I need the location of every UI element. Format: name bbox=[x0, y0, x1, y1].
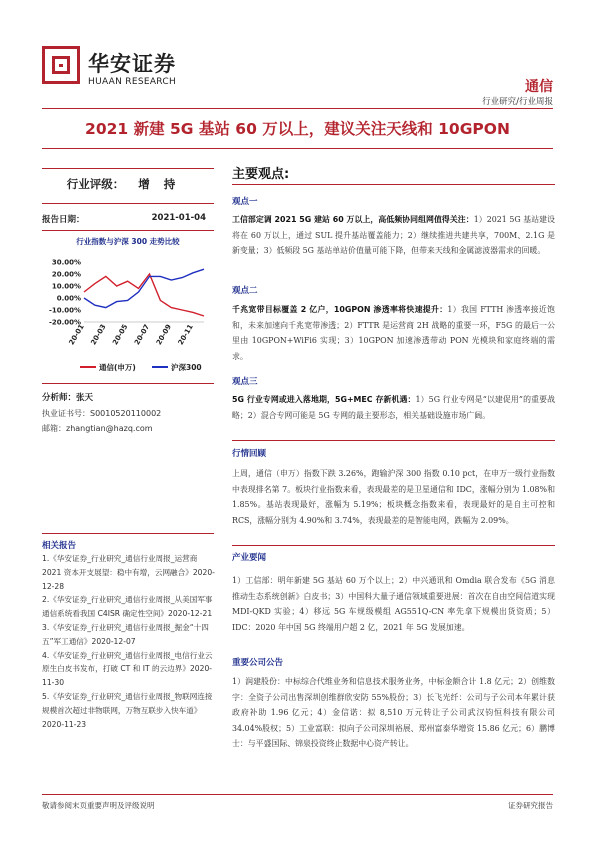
related-report-link[interactable]: 4.《华安证券_行业研究_通信行业周报_电信行业云原生白皮书发布，打破 CT 和 IT 的云边界》2020-11-30 bbox=[42, 650, 213, 688]
section-label: 产业要闻 bbox=[232, 553, 267, 563]
section-body: 1）2021 5G 基站建设将在 60 万以上，通过 SUL 提升基站覆盖能力；2）继续推进共建共享，700M、2.1G 是新变量；3）低频段 5G 基站单站价值量可能下降，但带来天线和金属滤波器需求的回暖。 bbox=[232, 215, 555, 256]
x-tick-label: 20-03 bbox=[89, 323, 108, 347]
rating-label: 行业评级： bbox=[66, 177, 125, 191]
rating-value: 增持 bbox=[138, 177, 190, 191]
logo-text: 华安证券 bbox=[88, 51, 176, 76]
section-lead: 工信部定调 2021 5G 建站 60 万以上，高低频协同组网值得关注： bbox=[232, 215, 474, 224]
report-title: 2021 新建 5G 基站 60 万以上，建议关注天线和 10GPON bbox=[85, 120, 510, 138]
section-paragraph bbox=[232, 302, 555, 364]
footer-divider bbox=[42, 794, 553, 795]
logo-bar bbox=[67, 56, 70, 74]
x-tick-label: 20-05 bbox=[111, 323, 130, 347]
sidebar-divider bbox=[42, 168, 214, 169]
company-logo bbox=[42, 46, 80, 84]
x-tick-label: 20-09 bbox=[154, 323, 174, 347]
report-type: 行业研究/行业周报 bbox=[482, 97, 553, 107]
report-category: 证券研究报告 bbox=[508, 801, 553, 810]
index-comparison-chart bbox=[42, 250, 214, 376]
report-date bbox=[42, 213, 214, 225]
analyst-name: 分析师：张天 bbox=[42, 393, 94, 403]
chart-title: 行业指数与沪深 300 走势比较 bbox=[76, 237, 180, 246]
y-tick-label: -10.00% bbox=[48, 306, 81, 315]
legend-label: 通信(申万) bbox=[99, 363, 136, 372]
related-reports-list bbox=[42, 552, 218, 731]
section-lead: 千兆宽带目标覆盖 2 亿户，10GPON 渗透率将快速提升： bbox=[232, 305, 448, 314]
section-lead: 5G 行业专网或进入落地期，5G+MEC 存新机遇： bbox=[232, 395, 416, 404]
main-heading: 主要观点: bbox=[232, 167, 290, 182]
main-divider bbox=[232, 545, 555, 546]
date-value: 2021-01-04 bbox=[151, 213, 206, 223]
legend-label: 沪深300 bbox=[171, 363, 202, 372]
x-tick-label: 20-01 bbox=[67, 323, 86, 347]
main-divider bbox=[232, 440, 555, 441]
section-body: 1）5G 行业专网是“以建促用”的重要战略；2）混合专网可能是 5G 专网的最主要形态，相关基础设施市场广阔。 bbox=[232, 395, 556, 420]
x-tick-label: 20-07 bbox=[133, 323, 152, 347]
section-paragraph: 上周，通信（申万）指数下跌 3.26%，跑输沪深 300 指数 0.10 pct，在申万一级行业指数中表现排名第 7。板块行业指数来看，表现最差的是卫星通信和 IDC，涨幅分别为 1.08%和 1.85%。基站表现最好，涨幅为 5.19%；板块概念指数来看，表现最好的是自主可控和 RCS，涨幅分别为 4.90%和 3.74%，表现最差的是智能电网，跌幅为 2.09%。 bbox=[232, 469, 555, 525]
y-tick-label: 0.00% bbox=[56, 294, 81, 303]
section-paragraph: 1）工信部：明年新建 5G 基站 60 万个以上；2）中兴通讯和 Omdia 联合发布《5G 消息推动生态系统创新》白皮书；3）中国科大量子通信领域重要进展：首次在自由空间信道实现 MDI-QKD 实验；4）移远 5G 车规级模组 AG551Q-CN 率先拿下规模出货资质；5）IDC：2020 年中国 5G 终端用户超 2 亿，2021 年 5G 发展加速。 bbox=[232, 576, 555, 632]
related-report-link[interactable]: 1.《华安证券_行业研究_通信行业周报_运营商 2021 资本开支展望：稳中有增，云网融合》2020-12-28 bbox=[42, 554, 215, 591]
disclaimer-note: 敬请参阅末页重要声明及评级说明 bbox=[42, 801, 155, 810]
related-report-link[interactable]: 3.《华安证券_行业研究_通信行业周报_掘金“十四五”军工通信》2020-12-07 bbox=[42, 622, 209, 646]
section-paragraph bbox=[232, 392, 555, 423]
logo-bar bbox=[52, 56, 55, 74]
logo-subtext: HUAAN RESEARCH bbox=[88, 77, 177, 87]
header-divider bbox=[42, 108, 553, 109]
analyst-email: 邮箱：zhangtian@hazq.com bbox=[42, 424, 153, 433]
logo-bar bbox=[59, 64, 63, 67]
series-line bbox=[84, 269, 204, 307]
related-reports-title: 相关报告 bbox=[42, 541, 77, 551]
section-paragraph: 1）润建股份：中标综合代维业务和信息技术服务业务，中标金额合计 1.8 亿元；2）创维数字：全资子公司出售深圳创维群欣安防 55%股份；3）长飞光纤：公司与子公司本年累计获政府补助 1.96 亿元；4）金信诺：拟 8,510 万元转让子公司武汉钧恒科技有限公司 34.04%股权；5）工业富联：拟向子公司深圳裕展、郑州富泰华增资 15.86 亿元；6）鹏博士：与平盛国际、锦泉投资终止数据中心资产转让。 bbox=[232, 677, 555, 749]
y-tick-label: 30.00% bbox=[51, 258, 81, 267]
series-line bbox=[84, 274, 204, 316]
section-body: 1）我国 FTTH 渗透率接近饱和，未来加速向千兆宽带渗透；2）FTTR 是运营商 2H 战略的重要一环，F5G 的最后一公里由 10GPON+WiFi6 实现；3）10GPON 加速渗透带动 PON 光模块和家庭终端的需求。 bbox=[232, 305, 555, 361]
license-number: 执业证书号：S0010520110002 bbox=[42, 409, 162, 418]
title-divider bbox=[42, 148, 553, 149]
section-label: 重要公司公告 bbox=[232, 658, 284, 668]
y-tick-label: -20.00% bbox=[48, 318, 81, 327]
section-label: 观点三 bbox=[232, 377, 258, 387]
date-label: 报告日期： bbox=[42, 215, 85, 225]
y-tick-label: 20.00% bbox=[51, 270, 81, 279]
section-label: 行情回顾 bbox=[232, 449, 267, 459]
section-label: 观点二 bbox=[232, 286, 258, 296]
section-paragraph bbox=[232, 212, 555, 259]
sidebar-divider bbox=[42, 203, 214, 204]
sidebar-divider bbox=[42, 383, 214, 384]
main-divider bbox=[232, 184, 555, 185]
related-report-link[interactable]: 2.《华安证券_行业研究_通信行业周报_从美国军事通信系统看我国 C4ISR 确定性空间》2020-12-21 bbox=[42, 595, 213, 619]
x-tick-label: 20-11 bbox=[176, 323, 195, 347]
sidebar-divider bbox=[42, 533, 214, 534]
industry-name: 通信 bbox=[525, 79, 553, 95]
y-tick-label: 10.00% bbox=[51, 282, 81, 291]
industry-rating bbox=[42, 176, 214, 192]
sidebar-divider bbox=[42, 230, 214, 231]
section-label: 观点一 bbox=[232, 197, 258, 207]
related-report-link[interactable]: 5.《华安证券_行业研究_通信行业周报_物联网连接规模首次超过非物联网，万物互联步入快车道》2020-11-23 bbox=[42, 691, 213, 729]
